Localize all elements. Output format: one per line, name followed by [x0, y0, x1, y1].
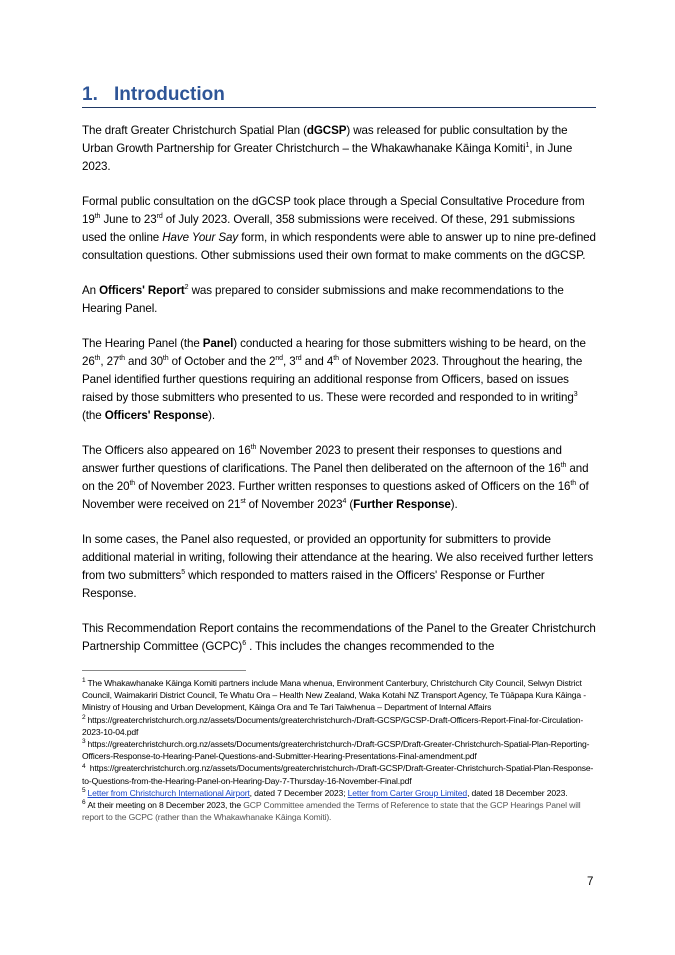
text: In some cases, the Panel also requested, or provided an opportunity for submitters to provide additional material in writing, following their attendance at the hearing. We also received further letters from two submitters [82, 533, 594, 582]
text: ( [346, 498, 354, 511]
ordinal-suffix: rd [295, 355, 302, 363]
footnote-mark: 2 [82, 713, 86, 721]
footnote-3 [82, 738, 596, 762]
body-text [82, 122, 596, 673]
text: (the [82, 409, 105, 422]
ordinal-suffix: th [570, 480, 577, 488]
text: The Hearing Panel (the [82, 337, 203, 350]
ordinal-suffix: th [333, 355, 339, 363]
footnote-6 [82, 799, 596, 823]
footnote-text: At their meeting on 8 December 2023, the [87, 800, 244, 811]
paragraph-3 [82, 282, 596, 318]
text: and 4 [301, 355, 334, 368]
footnote-url: https://greaterchristchurch.org.nz/assets/Documents/greaterchristchurch-/Draft-GCSP/Draft-Greater-Christchurch-Spatial-Plan-Reporting-Officers-Response-to-Hearing-Panel-Questions-and-Submitter-Hearing-Presentations-Final-amendment.pdf [82, 739, 590, 762]
text: The Officers also appeared on 16 [82, 444, 251, 457]
footnote-ref[interactable]: 5 [181, 569, 186, 577]
footnote-mark: 1 [82, 677, 86, 685]
footnote-2 [82, 714, 596, 738]
paragraph-4 [82, 335, 596, 425]
paragraph-1 [82, 122, 596, 176]
text: and on the 20 [82, 462, 589, 493]
footnote-ref[interactable]: 3 [573, 391, 578, 399]
text: An [82, 284, 100, 297]
ordinal-suffix: nd [275, 355, 283, 363]
bold-term: Officers' Report [99, 284, 185, 297]
footnote-text: The Whakawhanake Kāinga Komiti partners include Mana whenua, Environment Canterbury, Christchurch City Council, Selwyn District Council, Waimakariri District Council, Te Whatu Ora – Health New Zealand, Waka Kotahi NZ Transport Agency, Te Tūāpapa Kura Kāinga - Ministry of Housing and Urban Development, Kāinga Ora and Te Tari Taiwhenua – Department of Internal Affairs [82, 678, 587, 713]
text: and 30 [124, 355, 163, 368]
text: of July 2023. Overall, 358 submissions were received. Of these, 291 submissions used the online [82, 213, 575, 244]
ordinal-suffix: rd [156, 213, 163, 221]
footnote-url: https://greaterchristchurch.org.nz/assets/Documents/greaterchristchurch-/Draft-GCSP/GCSP-Draft-Officers-Report-Final-for-Circulation-2023-10-04.pdf [82, 714, 584, 737]
section-title: Introduction [114, 84, 225, 105]
carter-group-letter-link[interactable]: Letter from Carter Group Limited [347, 787, 468, 798]
page-number: 7 [587, 876, 594, 888]
text: This Recommendation Report contains the recommendations of the Panel to the Greater Christchurch Partnership Committee (GCPC) [82, 622, 596, 653]
text: form, in which respondents were able to answer up to nine pre-defined consultation questions. Other submissions used their own format to make comments on the dGCSP. [82, 231, 596, 262]
footnotes [82, 677, 596, 823]
text: . This includes the changes recommended to the [246, 640, 495, 653]
text: , 3 [282, 355, 296, 368]
footnote-mark: 3 [82, 738, 86, 746]
italic-term: Have Your Say [162, 231, 239, 244]
text: The draft Greater Christchurch Spatial Plan ( [82, 124, 307, 137]
ordinal-suffix: th [119, 355, 125, 363]
text: , 27 [100, 355, 120, 368]
footnote-ref[interactable]: 6 [242, 640, 246, 648]
text: of November were received on 21 [82, 480, 589, 511]
ordinal-suffix: th [560, 462, 567, 470]
footnote-ref[interactable]: 1 [525, 142, 530, 150]
ordinal-suffix: st [240, 498, 246, 506]
footnote-ref[interactable]: 4 [342, 498, 347, 506]
text: ). [450, 498, 458, 511]
bold-term: dGCSP [306, 124, 347, 137]
paragraph-7 [82, 620, 596, 656]
section-heading [82, 84, 596, 108]
section-number: 1. [82, 84, 98, 105]
footnote-5 [82, 787, 596, 799]
paragraph-2 [82, 193, 596, 265]
footnote-mark: 6 [82, 799, 86, 807]
ordinal-suffix: th [94, 213, 101, 221]
paragraph-5 [82, 442, 596, 514]
text: of November 2023. Throughout the hearing, the Panel identified further questions requiring an additional response from Officers, based on issues raised by those submitters who presented to us. These were recorded and responded to in writing [82, 355, 583, 404]
footnote-1 [82, 677, 596, 714]
footnote-mark: 4 [82, 762, 86, 770]
footnote-text: , dated 7 December 2023; [249, 787, 348, 798]
ordinal-suffix: th [162, 355, 169, 363]
text: ) conducted a hearing for those submitters wishing to be heard, on the 26 [82, 337, 586, 368]
text: was prepared to consider submissions and make recommendations to the Hearing Panel. [82, 284, 564, 315]
bold-term: Panel [202, 337, 234, 350]
airport-letter-link[interactable]: Letter from Christchurch International Airport [87, 787, 250, 798]
footnote-text: , dated 18 December 2023. [467, 787, 568, 798]
footnote-mark: 5 [82, 786, 86, 794]
text: , in June 2023. [82, 142, 573, 173]
footnote-4 [82, 762, 596, 786]
text: ). [208, 409, 215, 422]
text: of November 2023 [245, 498, 343, 511]
text: of October and the 2 [168, 355, 276, 368]
paragraph-6 [82, 531, 596, 603]
text: June to 23 [100, 213, 157, 226]
bold-term: Officers' Response [104, 409, 209, 422]
footnote-url: https://greaterchristchurch.org.nz/assets/Documents/greaterchristchurch-/Draft-GCSP/Draft-Greater-Christchurch-Spatial-Plan-Response-to-Questions-from-the-Hearing-Panel-on-Hearing-Day-7-Thursday-16-November-Final.pdf [82, 763, 594, 786]
footnote-text: GCP Committee amended the Terms of Reference to state that the GCP Hearings Panel will report to the GCPC (rather than the Whakawhanake Kāinga Komiti). [82, 800, 581, 823]
ordinal-suffix: th [94, 355, 101, 363]
bold-term: Further Response [353, 498, 451, 511]
footnote-ref[interactable]: 2 [184, 284, 189, 292]
text: Formal public consultation on the dGCSP took place through a Special Consultative Procedure from 19 [82, 195, 585, 226]
text: ) was released for public consultation by the Urban Growth Partnership for Greater Christchurch – the Whakawhanake Kāinga Komiti [82, 124, 568, 155]
text: November 2023 to present their responses to questions and answer further questions of clarifications. The Panel then deliberated on the afternoon of the 16 [82, 444, 562, 475]
ordinal-suffix: th [250, 444, 257, 452]
ordinal-suffix: th [129, 480, 136, 488]
text: of November 2023. Further written responses to questions asked of Officers on the 16 [135, 480, 571, 493]
footnote-divider [82, 670, 246, 671]
text: which responded to matters raised in the Officers' Response or Further Response. [82, 569, 545, 600]
